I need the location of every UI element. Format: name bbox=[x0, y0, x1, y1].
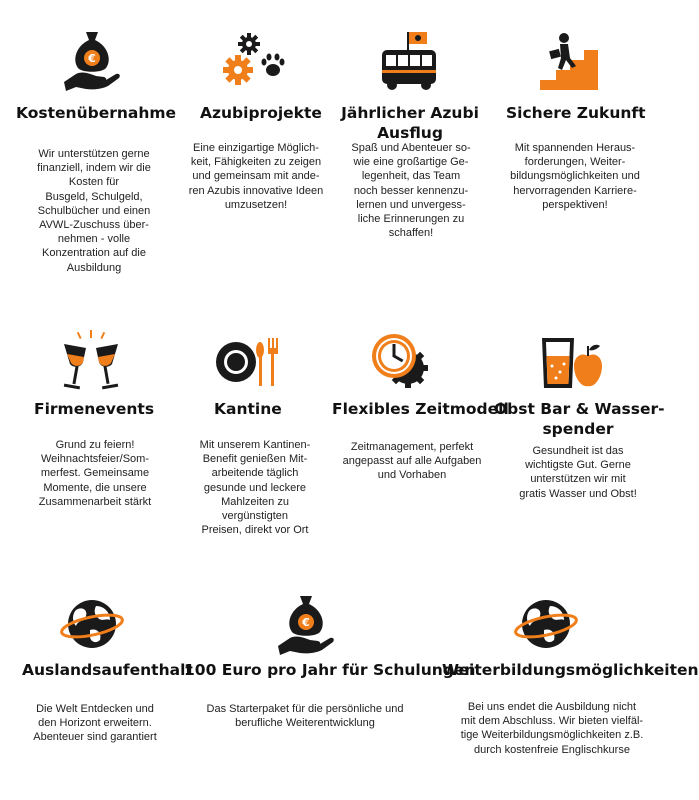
svg-text:€: € bbox=[302, 616, 310, 629]
card-description: Wir unterstützen gerne finanziell, indem wir die Kosten für Busgeld, Schulgeld, Schulbücher und einen AVWL-Zuschuss über- nehmen - volle Konzentration auf die Ausbildung bbox=[37, 148, 151, 274]
money-bag-hand-icon bbox=[62, 28, 122, 92]
globe-orbit-icon bbox=[514, 596, 578, 652]
glass-apple-icon bbox=[538, 334, 604, 392]
svg-text:€: € bbox=[88, 52, 96, 65]
card-description: Das Starterpaket für die persönliche und berufliche Weiterentwicklung bbox=[206, 703, 404, 730]
card-title: Firmenevents bbox=[34, 400, 155, 418]
card-title: Kantine bbox=[214, 400, 282, 418]
card-description: Bei uns endet die Ausbildung nicht mit dem Abschluss. Wir bieten vielfäl- tige Weiterbildungsmöglichkeiten z.B. durch kostenfreie Englischkurse bbox=[460, 701, 644, 756]
wine-glasses-icon bbox=[58, 330, 124, 392]
card-description: Mit spannenden Heraus- forderungen, Weiter- bildungsmöglichkeiten und hervorragenden Karriere- perspektiven! bbox=[510, 142, 640, 211]
card-description: Spaß und Abenteuer so- wie eine großartige Ge- legenheit, das Team noch besser kennenzu- lernen und unvergess- liche Erinnerungen zu schaffen! bbox=[351, 142, 471, 240]
bus-flag-icon bbox=[378, 28, 440, 94]
card-title: Weiterbildungsmöglichkeiten bbox=[442, 661, 699, 679]
card-description: Grund zu feiern! Weihnachtsfeier/Som- merfest. Gemeinsame Momente, die unsere Zusammenarbeit stärkt bbox=[38, 439, 152, 508]
card-description: Gesundheit ist das wichtigste Gut. Gerne unterstützen wir mit gratis Wasser und Obst! bbox=[519, 445, 637, 500]
card-title: Auslandsaufenthalt bbox=[22, 661, 193, 679]
card-title: Sichere Zukunft bbox=[506, 104, 646, 122]
card-description: Eine einzigartige Möglich- keit, Fähigkeiten zu zeigen und gemeinsam mit ande- ren Azubis innovative Ideen umzusetzen! bbox=[188, 142, 324, 211]
card-title: Kostenübernahme bbox=[16, 104, 177, 122]
card-title: Flexibles Zeitmodell bbox=[332, 400, 509, 418]
clock-gear-icon bbox=[368, 330, 432, 392]
gears-paw-icon bbox=[222, 32, 288, 88]
stairs-climber-icon bbox=[536, 28, 602, 94]
card-title: 100 Euro pro Jahr für Schulungen bbox=[184, 661, 476, 679]
card-description: Zeitmanagement, perfekt angepasst auf alle Aufgaben und Vorhaben bbox=[342, 441, 482, 482]
card-description: Mit unserem Kantinen- Benefit genießen Mit- arbeitende täglich gesunde und leckere Mahlzeiten zu vergünstigten Preisen, direkt vor Ort bbox=[199, 439, 311, 537]
plate-cutlery-icon bbox=[214, 334, 278, 390]
money-bag-hand-icon bbox=[276, 592, 336, 656]
card-title: Jährlicher Azubi Ausflug bbox=[341, 104, 479, 142]
card-description: Die Welt Entdecken und den Horizont erweitern. Abenteuer sind garantiert bbox=[33, 703, 157, 744]
globe-orbit-icon bbox=[60, 596, 124, 652]
card-title: Obst Bar & Wasser- spender bbox=[494, 400, 665, 438]
card-title: Azubiprojekte bbox=[200, 104, 322, 122]
